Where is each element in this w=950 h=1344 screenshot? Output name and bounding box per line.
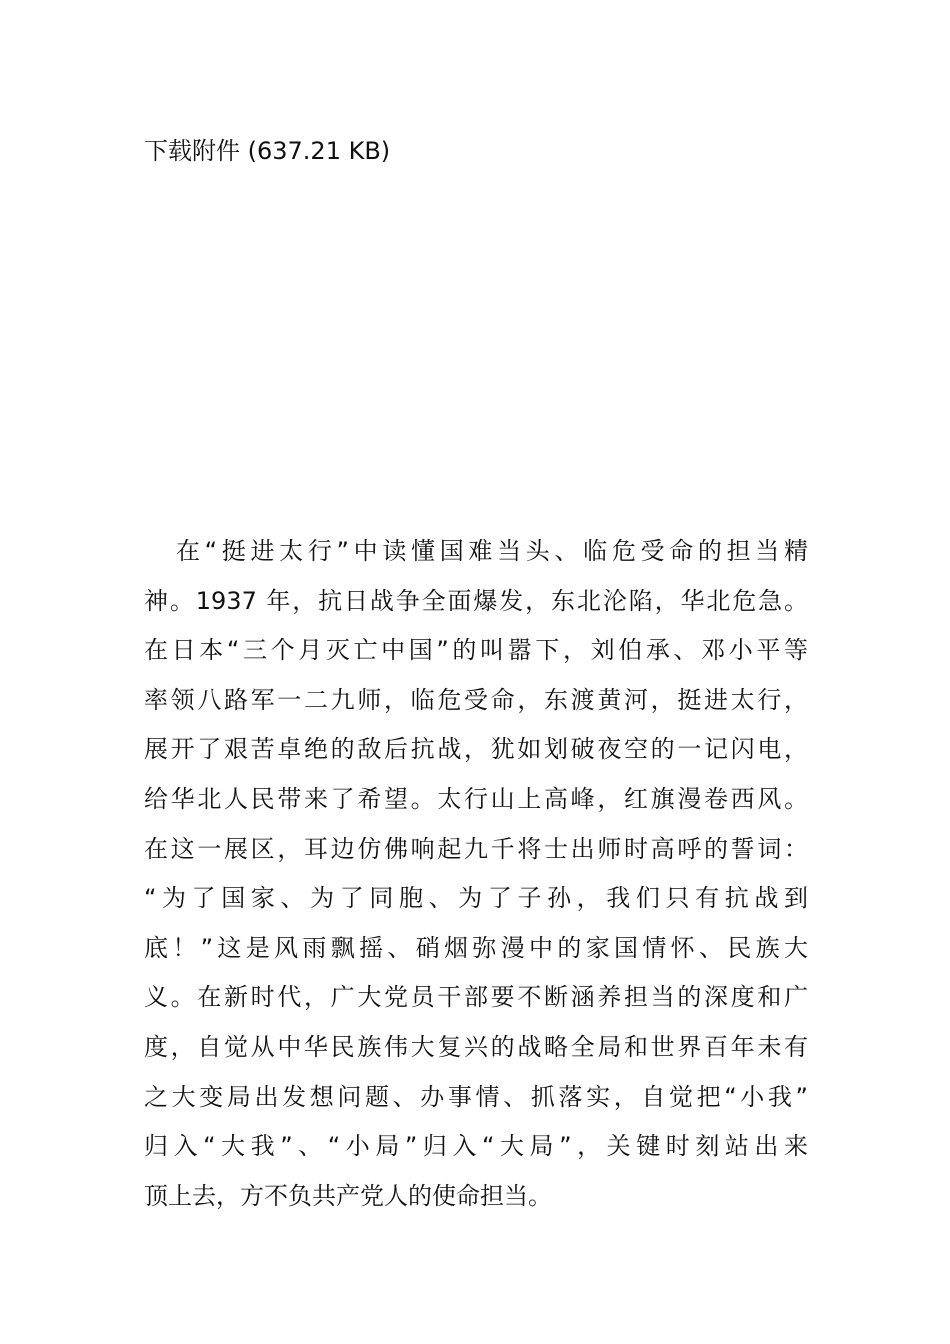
- article-line: “为了国家、为了同胞、为了子孙，我们只有抗战到: [144, 884, 808, 913]
- article-line: 在这一展区，耳边仿佛响起九千将士出师时高呼的誓词：: [144, 834, 808, 863]
- article-line: 在日本“三个月灭亡中国”的叫嚣下，刘伯承、邓小平等: [144, 636, 808, 665]
- article-line: 归入“大我”、“小局”归入“大局”，关键时刻站出来: [144, 1132, 808, 1161]
- article-line: 义。在新时代，广大党员干部要不断涵养担当的深度和广: [144, 983, 808, 1012]
- article-body: [144, 527, 808, 1221]
- article-line: 在“挺进太行”中读懂国难当头、临危受命的担当精: [176, 537, 808, 565]
- article-line: 率领八路军一二九师，临危受命，东渡黄河，挺进太行，: [144, 685, 808, 714]
- article-line: 度，自觉从中华民族伟大复兴的战略全局和世界百年未有: [144, 1032, 808, 1061]
- article-line: 顶上去，方不负共产党人的使命担当。: [144, 1181, 552, 1210]
- article-line: 展开了艰苦卓绝的敌后抗战，犹如划破夜空的一记闪电，: [144, 735, 808, 764]
- article-line: 之大变局出发想问题、办事情、抓落实，自觉把“小我”: [144, 1082, 808, 1111]
- article-line: 给华北人民带来了希望。太行山上高峰，红旗漫卷西风。: [144, 784, 808, 813]
- download-attachment-link[interactable]: 下载附件 (637.21 KB): [144, 137, 391, 165]
- article-line: 底！”这是风雨飘摇、硝烟弥漫中的家国情怀、民族大: [144, 933, 808, 962]
- article-line: 神。1937 年，抗日战争全面爆发，东北沦陷，华北危急。: [144, 586, 808, 615]
